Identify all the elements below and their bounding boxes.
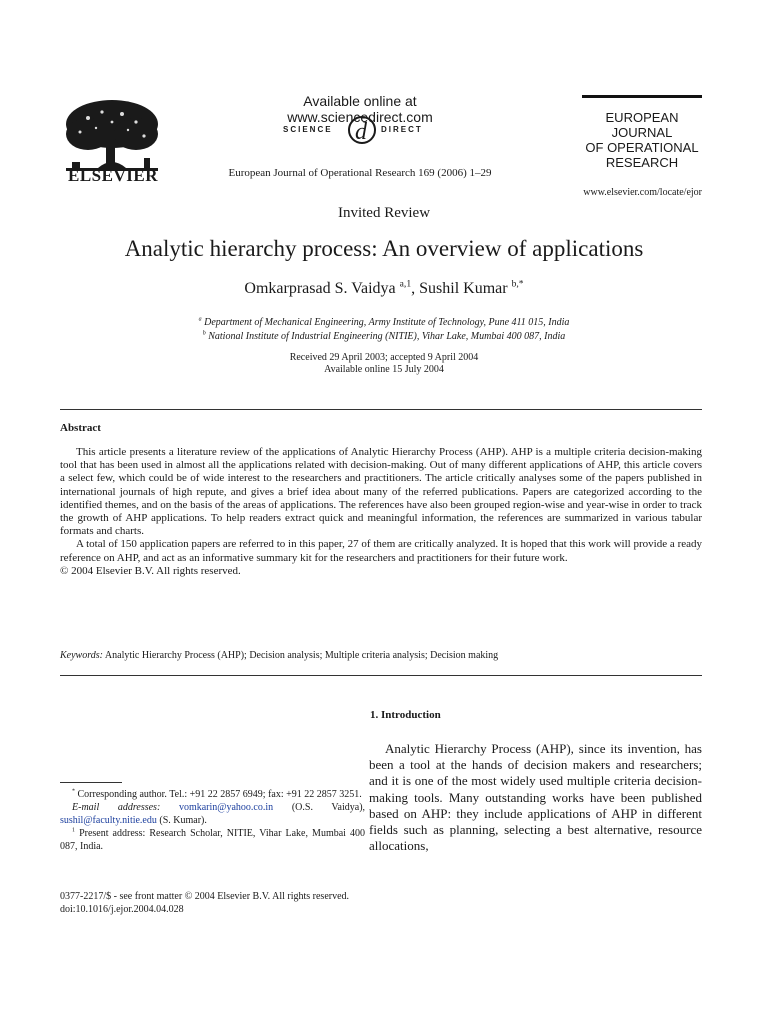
article-type: Invited Review bbox=[337, 205, 431, 221]
sciencedirect-at-icon bbox=[347, 113, 377, 147]
received-date: Received 29 April 2003; accepted 9 April 2004 bbox=[289, 352, 479, 363]
abstract-paragraph: This article presents a literature review of the applications of Analytic Hierarchy Process (AHP). AHP is a multiple criteria decision-making tool that has been used in almost all the applications related with decision-making. Out of many different applications of AHP, this article covers a select few, which could be of wide interest to the researchers and practitioners. The article critically analyses some of the papers published in international journals of high repute, and gives a brief idea about many of the referred publications. Papers are categorized according to the identified themes, and on the basis of the areas of applications. The references have also been grouped region-wise and year-wise in order to track the growth of AHP applications. To help readers extract quick and meaningful information, the references are summarized in various tabular formats and charts. bbox=[60, 446, 702, 538]
journal-title-line: JOURNAL bbox=[611, 125, 673, 140]
article-title: Analytic hierarchy process: An overview of applications bbox=[124, 236, 644, 261]
footnote-present-address: $^1$ Present address: Research Scholar, NITIE, Vihar Lake, Mumbai 400 087, India. bbox=[60, 827, 365, 852]
author-list: Omkarprasad S. Vaidya $^{a,1}$, Sushil Kumar $^{b,*}$ bbox=[244, 278, 524, 297]
footnote-emails: E-mail addresses: vomkarin@yahoo.co.in (O.S. Vaidya), sushil@faculty.nitie.edu (S. Kumar). bbox=[60, 802, 366, 826]
sciencedirect-right-word: DIRECT bbox=[381, 125, 423, 134]
journal-title-line: RESEARCH bbox=[605, 155, 679, 170]
author-marks: b,* bbox=[511, 278, 524, 290]
affiliation-text: National Institute of Industrial Engineering (NITIE), Vihar Lake, Mumbai 400 087, India bbox=[208, 331, 566, 342]
author-name: Omkarprasad S. Vaidya bbox=[244, 280, 396, 297]
footnote-mark: * bbox=[72, 788, 75, 795]
online-date: Available online 15 July 2004 bbox=[324, 364, 444, 375]
affiliation-mark: a bbox=[198, 316, 202, 323]
front-matter bbox=[60, 890, 460, 916]
affiliation-mark: b bbox=[202, 330, 206, 337]
affiliation-line bbox=[0, 330, 768, 344]
issn-line: 0377-2217/$ - see front matter © 2004 Elsevier B.V. All rights reserved. bbox=[60, 891, 350, 902]
abstract-heading: Abstract bbox=[60, 422, 101, 434]
sciencedirect-logo bbox=[283, 113, 443, 147]
publisher-name: ELSEVIER bbox=[68, 166, 158, 185]
footnote-mark: 1 bbox=[72, 827, 75, 834]
footnote-corresponding: * Corresponding author. Tel.: +91 22 2857 6949; fax: +91 22 2857 3251. bbox=[72, 788, 362, 800]
email-link-vaidya[interactable]: vomkarin@yahoo.co.in bbox=[178, 802, 274, 813]
journal-citation: European Journal of Operational Research 169 (2006) 1–29 bbox=[228, 167, 492, 179]
journal-title-line: OF OPERATIONAL bbox=[585, 140, 699, 155]
article-dates bbox=[0, 352, 768, 376]
author-name: Sushil Kumar bbox=[419, 280, 508, 297]
section-heading-introduction: 1. Introduction bbox=[370, 709, 441, 721]
journal-title-block bbox=[578, 110, 706, 170]
affiliation-line bbox=[0, 316, 768, 330]
affiliations bbox=[0, 316, 768, 344]
email-label: E-mail addresses: bbox=[72, 802, 161, 813]
divider bbox=[60, 675, 702, 676]
available-online-text: Available online at www.sciencedirect.com bbox=[287, 93, 433, 125]
author-marks: a,1 bbox=[399, 278, 412, 290]
doi-line[interactable]: doi:10.1016/j.ejor.2004.04.028 bbox=[60, 904, 184, 915]
affiliation-text: Department of Mechanical Engineering, Army Institute of Technology, Pune 411 015, India bbox=[204, 317, 570, 328]
journal-url[interactable]: www.elsevier.com/locate/ejor bbox=[583, 187, 702, 198]
journal-title-line: EUROPEAN bbox=[605, 110, 679, 125]
divider bbox=[60, 409, 702, 410]
footnote-rule bbox=[60, 782, 122, 783]
keywords-list: Analytic Hierarchy Process (AHP); Decision analysis; Multiple criteria analysis; Decision making bbox=[104, 650, 499, 661]
introduction-text: Analytic Hierarchy Process (AHP), since its invention, has been a tool at the hands of decision makers and researchers; and it is one of the most widely used multiple criteria decision-making tools. Many outstanding works have been published based on AHP: they include applications of AHP in different fields such as planning, selecting a best alternative, resource allocations, bbox=[369, 741, 702, 854]
sciencedirect-left-word: SCIENCE bbox=[283, 125, 333, 134]
copyright-notice: © 2004 Elsevier B.V. All rights reserved. bbox=[60, 564, 241, 577]
journal-title-rule bbox=[582, 95, 702, 98]
abstract-body bbox=[60, 446, 702, 578]
footnotes bbox=[60, 788, 365, 853]
keywords bbox=[60, 650, 702, 661]
email-link-kumar[interactable]: sushil@faculty.nitie.edu bbox=[60, 815, 157, 826]
sciencedirect-symbol: d bbox=[355, 119, 367, 145]
abstract-paragraph: A total of 150 application papers are referred to in this paper, 27 of them are critically analyzed. It is hoped that this work will provide a ready reference on AHP, and act as an informative summary kit for the researchers and practitioners for their future work. bbox=[60, 538, 702, 564]
keywords-label: Keywords: bbox=[60, 650, 103, 661]
